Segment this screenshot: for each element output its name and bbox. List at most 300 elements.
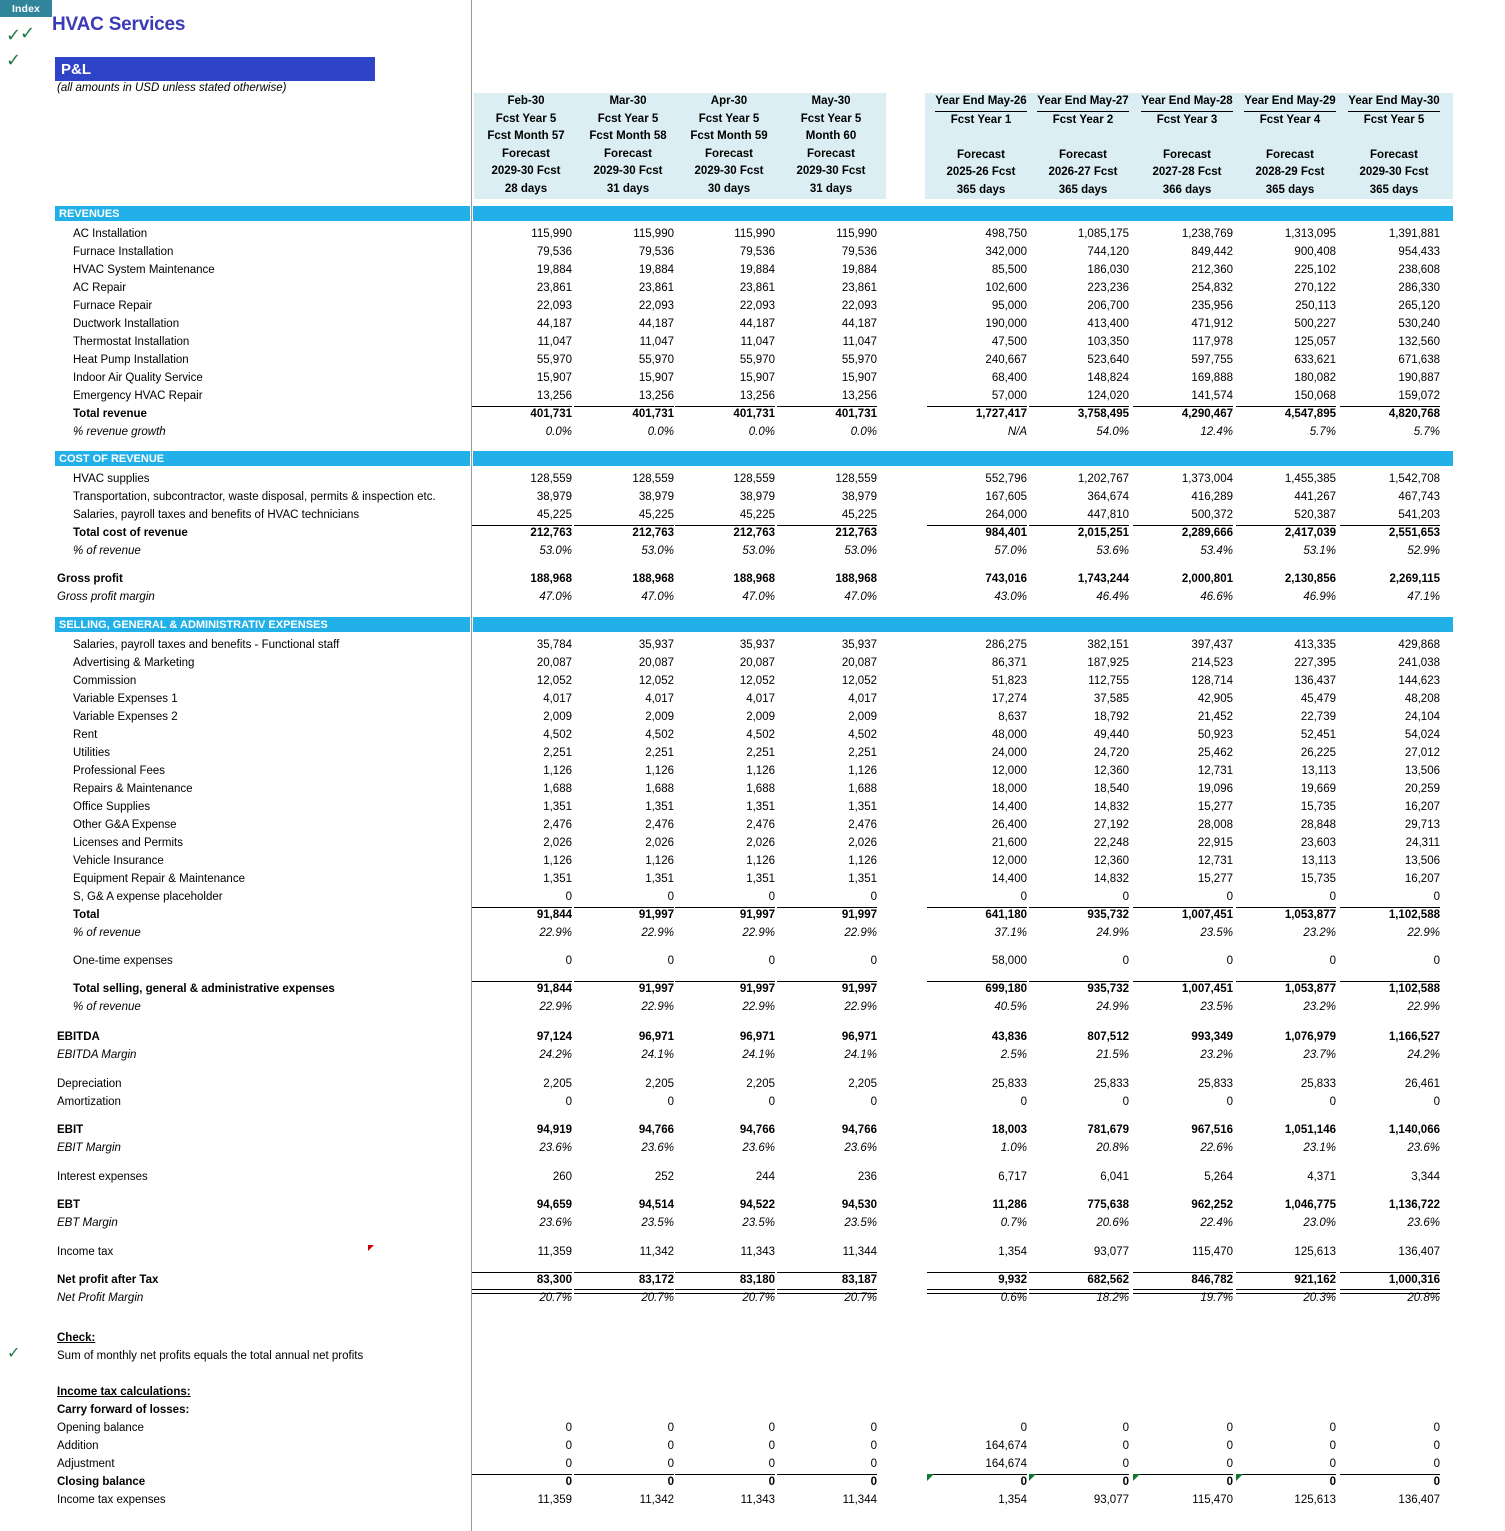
cell-revenue_growth-y5: 5.7% xyxy=(1413,426,1440,438)
cell-salaries_functional-m4: 35,937 xyxy=(841,639,877,651)
cell-licenses_permits-y4: 23,603 xyxy=(1300,837,1336,849)
cell-total_cost_of_revenue-m4: 212,763 xyxy=(835,527,877,539)
column-header xyxy=(474,93,578,199)
cell-adjustment-m4: 0 xyxy=(870,1458,877,1470)
column-header-month: Fcst Month 58 xyxy=(589,130,667,143)
cell-ebit_margin-y5: 23.6% xyxy=(1407,1142,1440,1154)
cell-ebt-y1: 11,286 xyxy=(992,1199,1027,1211)
cell-total_cost_of_revenue-y5: 2,551,653 xyxy=(1388,527,1440,539)
cell-variable_expenses_2-y2: 18,792 xyxy=(1093,711,1129,723)
cell-interest_expenses-m2: 252 xyxy=(654,1171,674,1183)
column-header-date xyxy=(1135,93,1239,112)
cell-cor_pct_of_revenue-m1: 53.0% xyxy=(539,545,572,557)
cell-professional_fees-m1: 1,126 xyxy=(543,765,572,777)
cell-income_tax-y3: 115,470 xyxy=(1192,1246,1233,1258)
row-label-salaries_technicians: Salaries, payroll taxes and benefits of HVAC technicians xyxy=(73,509,360,521)
cell-salaries_functional-y4: 413,335 xyxy=(1294,639,1336,651)
row-label-total_sga_pct: % of revenue xyxy=(73,1001,141,1013)
cell-revenue_growth-m3: 0.0% xyxy=(748,426,775,438)
row-label-ductwork_installation: Ductwork Installation xyxy=(73,318,180,330)
cell-office_supplies-y4: 15,735 xyxy=(1300,801,1336,813)
cell-interest_expenses-m1: 260 xyxy=(552,1171,572,1183)
cell-sga_placeholder-m2: 0 xyxy=(667,891,674,903)
table-row xyxy=(0,243,1505,261)
cell-ebit_margin-m2: 23.6% xyxy=(641,1142,674,1154)
cell-ebt_margin-m3: 23.5% xyxy=(742,1217,775,1229)
cell-ebt-y4: 1,046,775 xyxy=(1284,1199,1336,1211)
row-label-depreciation: Depreciation xyxy=(57,1078,122,1090)
cell-gross_profit_margin-y5: 47.1% xyxy=(1407,591,1440,603)
cell-indoor_air_quality_service-m4: 15,907 xyxy=(841,372,877,384)
cell-sga_placeholder-y3: 0 xyxy=(1226,891,1233,903)
cell-variable_expenses_1-y1: 17,274 xyxy=(991,693,1027,705)
section-header-bar-right xyxy=(473,451,1453,466)
cell-variable_expenses_1-m2: 4,017 xyxy=(645,693,674,705)
column-header-date: Apr-30 xyxy=(710,95,748,107)
cell-total_revenue-y2: 3,758,495 xyxy=(1077,408,1129,420)
cell-ductwork_installation-y2: 413,400 xyxy=(1087,318,1129,330)
cell-hvac_supplies-y2: 1,202,767 xyxy=(1077,473,1129,485)
cell-hvac_system_maintenance-m4: 19,884 xyxy=(841,264,877,276)
cell-furnace_installation-y1: 342,000 xyxy=(985,246,1027,258)
cell-income_tax_expenses-y3: 115,470 xyxy=(1192,1494,1233,1506)
table-row xyxy=(0,470,1505,488)
row-label-ac_installation: AC Installation xyxy=(73,228,148,240)
cell-furnace_repair-y3: 235,956 xyxy=(1191,300,1233,312)
cell-furnace_repair-m3: 22,093 xyxy=(739,300,775,312)
row-label-ebit: EBIT xyxy=(57,1124,84,1136)
cell-total_sga_pct-m1: 22.9% xyxy=(539,1001,572,1013)
cell-thermostat_installation-y3: 117,978 xyxy=(1192,336,1233,348)
cell-variable_expenses_1-y3: 42,905 xyxy=(1197,693,1233,705)
cell-hvac_supplies-y1: 552,796 xyxy=(985,473,1027,485)
cell-salaries_functional-m1: 35,784 xyxy=(536,639,572,651)
cell-opening_balance-m2: 0 xyxy=(667,1422,674,1434)
cell-amortization-m4: 0 xyxy=(870,1096,877,1108)
cell-transportation-m3: 38,979 xyxy=(739,491,775,503)
cell-net_profit_margin-m1: 20.7% xyxy=(539,1292,572,1304)
table-row xyxy=(0,834,1505,852)
cell-ebit_margin-y4: 23.1% xyxy=(1303,1142,1336,1154)
cell-ebt-m4: 94,530 xyxy=(841,1199,877,1211)
cell-variable_expenses_1-m3: 4,017 xyxy=(746,693,775,705)
cell-income_tax-y5: 136,407 xyxy=(1398,1246,1440,1258)
cell-income_tax-m3: 11,343 xyxy=(740,1246,775,1258)
cell-hvac_system_maintenance-y2: 186,030 xyxy=(1087,264,1129,276)
cell-depreciation-y3: 25,833 xyxy=(1197,1078,1233,1090)
cell-one_time_expenses-m1: 0 xyxy=(565,955,572,967)
cell-furnace_installation-y2: 744,120 xyxy=(1087,246,1129,258)
cell-cor_pct_of_revenue-y5: 52.9% xyxy=(1407,545,1440,557)
cell-amortization-m3: 0 xyxy=(768,1096,775,1108)
cell-ebitda-y2: 807,512 xyxy=(1087,1031,1129,1043)
cell-professional_fees-y1: 12,000 xyxy=(991,765,1027,777)
cell-ebt-y3: 962,252 xyxy=(1191,1199,1233,1211)
cell-gross_profit-m2: 188,968 xyxy=(632,573,674,585)
cell-ebit_margin-m3: 23.6% xyxy=(742,1142,775,1154)
cell-ebitda_margin-m3: 24.1% xyxy=(742,1049,775,1061)
cell-rent-m2: 4,502 xyxy=(645,729,674,741)
table-row xyxy=(0,1093,1505,1111)
column-header-date-text: Year End May-27 xyxy=(1037,93,1128,112)
cell-heat_pump_installation-m3: 55,970 xyxy=(739,354,775,366)
table-row xyxy=(0,906,1505,924)
cell-ebitda_margin-y1: 2.5% xyxy=(1000,1049,1027,1061)
table-row xyxy=(0,1028,1505,1046)
section-header-bar: SELLING, GENERAL & ADMINISTRATIV EXPENSES xyxy=(55,617,470,632)
cell-sga_placeholder-y5: 0 xyxy=(1433,891,1440,903)
row-label-total_cost_of_revenue: Total cost of revenue xyxy=(73,527,188,539)
cell-heat_pump_installation-y4: 633,621 xyxy=(1294,354,1336,366)
cell-opening_balance-y4: 0 xyxy=(1329,1422,1336,1434)
cell-variable_expenses_2-m1: 2,009 xyxy=(543,711,572,723)
table-row xyxy=(0,524,1505,542)
cell-salaries_technicians-y4: 520,387 xyxy=(1294,509,1336,521)
cell-net_profit_after_tax-y5: 1,000,316 xyxy=(1388,1274,1440,1286)
cell-other_ga_expense-m3: 2,476 xyxy=(746,819,775,831)
cell-sga_total-y3: 1,007,451 xyxy=(1181,909,1233,921)
cell-revenue_growth-y2: 54.0% xyxy=(1096,426,1129,438)
cell-ac_installation-y1: 498,750 xyxy=(985,228,1027,240)
column-header-basis: Forecast xyxy=(1163,148,1211,161)
column-header-date-text: Year End May-29 xyxy=(1244,93,1335,112)
cell-sga_total-y1: 641,180 xyxy=(985,909,1027,921)
cell-one_time_expenses-y2: 0 xyxy=(1122,955,1129,967)
cell-addition-m3: 0 xyxy=(768,1440,775,1452)
cell-ac_repair-m1: 23,861 xyxy=(536,282,572,294)
cell-net_profit_margin-m2: 20.7% xyxy=(641,1292,674,1304)
column-header-fcst: 2025-26 Fcst xyxy=(946,166,1016,179)
cell-ebitda-y4: 1,076,979 xyxy=(1284,1031,1336,1043)
cell-emergency_hvac_repair-y1: 57,000 xyxy=(991,390,1027,402)
cell-heat_pump_installation-m2: 55,970 xyxy=(638,354,674,366)
column-header-basis: Forecast xyxy=(502,147,550,160)
cell-furnace_repair-m4: 22,093 xyxy=(841,300,877,312)
column-header-days: 365 days xyxy=(956,183,1006,196)
cell-sga_pct_of_revenue-m3: 22.9% xyxy=(742,927,775,939)
cell-ebt_margin-m1: 23.6% xyxy=(539,1217,572,1229)
table-row xyxy=(0,1196,1505,1214)
cell-ac_repair-m3: 23,861 xyxy=(739,282,775,294)
cell-sga_total-m3: 91,997 xyxy=(739,909,775,921)
cell-utilities-m1: 2,251 xyxy=(543,747,572,759)
cell-transportation-y5: 467,743 xyxy=(1398,491,1440,503)
cell-other_ga_expense-m4: 2,476 xyxy=(848,819,877,831)
cell-ebit-m2: 94,766 xyxy=(638,1124,674,1136)
row-label-utilities: Utilities xyxy=(73,747,111,759)
cell-office_supplies-m1: 1,351 xyxy=(543,801,572,813)
cell-interest_expenses-y3: 5,264 xyxy=(1204,1171,1233,1183)
column-header-date-text: Year End May-30 xyxy=(1348,93,1439,112)
cell-commission-y4: 136,437 xyxy=(1294,675,1336,687)
cell-sga_pct_of_revenue-y5: 22.9% xyxy=(1407,927,1440,939)
cell-total_sga-y2: 935,732 xyxy=(1087,983,1129,995)
cell-ebit-y2: 781,679 xyxy=(1087,1124,1129,1136)
cell-opening_balance-m3: 0 xyxy=(768,1422,775,1434)
cell-equipment_repair-y5: 16,207 xyxy=(1404,873,1440,885)
cell-net_profit_margin-y1: 0.6% xyxy=(1000,1292,1027,1304)
cell-ac_repair-y2: 223,236 xyxy=(1087,282,1129,294)
check-mark-icon: ✓ xyxy=(6,25,22,46)
cell-ebt_margin-y3: 22.4% xyxy=(1200,1217,1233,1229)
row-label-advertising_marketing: Advertising & Marketing xyxy=(73,657,195,669)
cell-ductwork_installation-y4: 500,227 xyxy=(1294,318,1336,330)
column-header-month xyxy=(1342,129,1446,147)
cell-gross_profit_margin-y3: 46.6% xyxy=(1200,591,1233,603)
cell-total_cost_of_revenue-y3: 2,289,666 xyxy=(1181,527,1233,539)
cell-utilities-y4: 26,225 xyxy=(1300,747,1336,759)
row-label-gross_profit_margin: Gross profit margin xyxy=(57,591,155,603)
row-label-rent: Rent xyxy=(73,729,98,741)
table-row xyxy=(0,369,1505,387)
row-label-furnace_repair: Furnace Repair xyxy=(73,300,153,312)
cell-total_sga-m1: 91,844 xyxy=(536,983,572,995)
cell-vehicle_insurance-y3: 12,731 xyxy=(1197,855,1233,867)
cell-ac_installation-y4: 1,313,095 xyxy=(1284,228,1336,240)
table-row xyxy=(0,1437,1505,1455)
cell-ebitda_margin-m1: 24.2% xyxy=(539,1049,572,1061)
row-label-one_time_expenses: One-time expenses xyxy=(73,955,173,967)
row-label-variable_expenses_1: Variable Expenses 1 xyxy=(73,693,178,705)
column-header-days: 365 days xyxy=(1369,183,1419,196)
cell-licenses_permits-y2: 22,248 xyxy=(1093,837,1129,849)
cell-ebit_margin-m4: 23.6% xyxy=(844,1142,877,1154)
cell-depreciation-y1: 25,833 xyxy=(991,1078,1027,1090)
column-header-fcst: 2026-27 Fcst xyxy=(1048,166,1118,179)
cell-total_sga_pct-y5: 22.9% xyxy=(1407,1001,1440,1013)
cell-total_sga-y4: 1,053,877 xyxy=(1284,983,1336,995)
cell-ebt-m2: 94,514 xyxy=(638,1199,674,1211)
cell-sga_pct_of_revenue-m1: 22.9% xyxy=(539,927,572,939)
cell-addition-y4: 0 xyxy=(1329,1440,1336,1452)
cell-total_sga_pct-y3: 23.5% xyxy=(1200,1001,1233,1013)
cell-emergency_hvac_repair-m3: 13,256 xyxy=(739,390,775,402)
cell-ebitda-m1: 97,124 xyxy=(536,1031,572,1043)
cell-professional_fees-y5: 13,506 xyxy=(1404,765,1440,777)
cell-ebitda-y1: 43,836 xyxy=(991,1031,1027,1043)
row-label-equipment_repair: Equipment Repair & Maintenance xyxy=(73,873,245,885)
cell-other_ga_expense-y3: 28,008 xyxy=(1197,819,1233,831)
cell-advertising_marketing-y5: 241,038 xyxy=(1398,657,1440,669)
cell-transportation-y3: 416,289 xyxy=(1191,491,1233,503)
cell-emergency_hvac_repair-m1: 13,256 xyxy=(536,390,572,402)
cell-ebit_margin-y2: 20.8% xyxy=(1096,1142,1129,1154)
cell-other_ga_expense-y4: 28,848 xyxy=(1300,819,1336,831)
column-header xyxy=(779,93,883,199)
column-header-year: Fcst Year 2 xyxy=(1052,113,1114,126)
cell-professional_fees-m4: 1,126 xyxy=(848,765,877,777)
index-button[interactable]: Index xyxy=(0,0,52,17)
cell-one_time_expenses-m3: 0 xyxy=(768,955,775,967)
cell-total_sga-m4: 91,997 xyxy=(841,983,877,995)
table-row xyxy=(0,225,1505,243)
table-row xyxy=(0,744,1505,762)
check-mark-icon: ✓ xyxy=(7,1343,21,1362)
cell-amortization-y3: 0 xyxy=(1226,1096,1233,1108)
cell-total_sga_pct-y4: 23.2% xyxy=(1303,1001,1336,1013)
table-row xyxy=(0,998,1505,1016)
cell-depreciation-y5: 26,461 xyxy=(1404,1078,1440,1090)
cell-vehicle_insurance-y4: 13,113 xyxy=(1301,855,1336,867)
row-label-sga_placeholder: S, G& A expense placeholder xyxy=(73,891,223,903)
cell-vehicle_insurance-y2: 12,360 xyxy=(1093,855,1129,867)
cell-repairs_maintenance-y3: 19,096 xyxy=(1197,783,1233,795)
cell-transportation-m1: 38,979 xyxy=(536,491,572,503)
cell-depreciation-m1: 2,205 xyxy=(543,1078,572,1090)
cell-other_ga_expense-m1: 2,476 xyxy=(543,819,572,831)
column-header-month: Fcst Month 57 xyxy=(487,130,565,143)
table-row xyxy=(0,654,1505,672)
cell-sga_placeholder-y2: 0 xyxy=(1122,891,1129,903)
table-row xyxy=(0,297,1505,315)
cell-salaries_technicians-y3: 500,372 xyxy=(1191,509,1233,521)
cell-heat_pump_installation-y3: 597,755 xyxy=(1191,354,1233,366)
cell-variable_expenses_2-m3: 2,009 xyxy=(746,711,775,723)
section-header-bar-right xyxy=(473,617,1453,632)
cell-total_sga-y3: 1,007,451 xyxy=(1181,983,1233,995)
cell-variable_expenses_2-m4: 2,009 xyxy=(848,711,877,723)
cell-total_revenue-m3: 401,731 xyxy=(733,408,775,420)
cell-vehicle_insurance-y5: 13,506 xyxy=(1404,855,1440,867)
check-mark-icon: ✓ xyxy=(6,50,22,71)
row-label-variable_expenses_2: Variable Expenses 2 xyxy=(73,711,178,723)
cell-utilities-m4: 2,251 xyxy=(848,747,877,759)
cell-thermostat_installation-m1: 11,047 xyxy=(537,336,572,348)
cell-adjustment-m2: 0 xyxy=(667,1458,674,1470)
cell-revenue_growth-m1: 0.0% xyxy=(545,426,572,438)
cell-office_supplies-y3: 15,277 xyxy=(1197,801,1233,813)
cell-total_revenue-m1: 401,731 xyxy=(530,408,572,420)
row-label-addition: Addition xyxy=(57,1440,99,1452)
table-row xyxy=(0,1491,1505,1509)
cell-indoor_air_quality_service-m2: 15,907 xyxy=(638,372,674,384)
cell-indoor_air_quality_service-m3: 15,907 xyxy=(739,372,775,384)
cell-sga_pct_of_revenue-y4: 23.2% xyxy=(1303,927,1336,939)
cell-revenue_growth-y1: N/A xyxy=(1007,426,1027,438)
row-label-net_profit_after_tax: Net profit after Tax xyxy=(57,1274,159,1286)
cell-rent-m1: 4,502 xyxy=(543,729,572,741)
row-label-sga_pct_of_revenue: % of revenue xyxy=(73,927,141,939)
cell-cor_pct_of_revenue-y3: 53.4% xyxy=(1200,545,1233,557)
cell-income_tax_expenses-m1: 11,359 xyxy=(537,1494,572,1506)
cell-rent-y4: 52,451 xyxy=(1300,729,1336,741)
cell-interest_expenses-y1: 6,717 xyxy=(998,1171,1027,1183)
cell-salaries_technicians-m4: 45,225 xyxy=(841,509,877,521)
column-header-fcst: 2029-30 Fcst xyxy=(694,165,764,178)
row-label-adjustment: Adjustment xyxy=(57,1458,115,1470)
row-label-hvac_supplies: HVAC supplies xyxy=(73,473,150,485)
cell-licenses_permits-m4: 2,026 xyxy=(848,837,877,849)
cell-interest_expenses-y4: 4,371 xyxy=(1307,1171,1336,1183)
table-row xyxy=(0,870,1505,888)
cell-salaries_technicians-m2: 45,225 xyxy=(638,509,674,521)
cell-income_tax-y4: 125,613 xyxy=(1294,1246,1336,1258)
cell-salaries_functional-y3: 397,437 xyxy=(1191,639,1233,651)
cell-furnace_installation-y3: 849,442 xyxy=(1191,246,1233,258)
cell-equipment_repair-y1: 14,400 xyxy=(991,873,1027,885)
cell-revenue_growth-m2: 0.0% xyxy=(647,426,674,438)
cell-repairs_maintenance-m3: 1,688 xyxy=(746,783,775,795)
cell-comment-marker-green xyxy=(1029,1474,1036,1481)
cell-hvac_system_maintenance-m2: 19,884 xyxy=(638,264,674,276)
column-header-basis: Forecast xyxy=(1370,148,1418,161)
cell-total_sga_pct-m4: 22.9% xyxy=(844,1001,877,1013)
cell-revenue_growth-y3: 12.4% xyxy=(1200,426,1233,438)
column-header-month xyxy=(1031,129,1135,147)
cell-depreciation-y4: 25,833 xyxy=(1300,1078,1336,1090)
table-row xyxy=(0,423,1505,441)
column-header-date: May-30 xyxy=(811,95,851,107)
column-header-date: Mar-30 xyxy=(609,95,647,107)
column-header-date xyxy=(1342,93,1446,112)
cell-one_time_expenses-y4: 0 xyxy=(1329,955,1336,967)
table-row xyxy=(0,1121,1505,1139)
cell-indoor_air_quality_service-m1: 15,907 xyxy=(536,372,572,384)
cell-ebit_margin-y1: 1.0% xyxy=(1000,1142,1027,1154)
cell-furnace_installation-m3: 79,536 xyxy=(739,246,775,258)
cell-ebitda-y3: 993,349 xyxy=(1191,1031,1233,1043)
cell-one_time_expenses-y5: 0 xyxy=(1433,955,1440,967)
table-row xyxy=(0,506,1505,524)
column-header-year: Fcst Year 5 xyxy=(698,112,760,125)
table-row xyxy=(0,1243,1505,1261)
table-row xyxy=(0,852,1505,870)
row-label-total_revenue: Total revenue xyxy=(73,408,147,420)
cell-equipment_repair-y4: 15,735 xyxy=(1300,873,1336,885)
cell-vehicle_insurance-m4: 1,126 xyxy=(848,855,877,867)
cell-total_revenue-y5: 4,820,768 xyxy=(1388,408,1440,420)
cell-salaries_technicians-y5: 541,203 xyxy=(1398,509,1440,521)
cell-opening_balance-m4: 0 xyxy=(870,1422,877,1434)
cell-income_tax_expenses-m4: 11,344 xyxy=(842,1494,877,1506)
cell-ac_installation-m3: 115,990 xyxy=(734,228,775,240)
cell-emergency_hvac_repair-m2: 13,256 xyxy=(638,390,674,402)
table-row xyxy=(0,1046,1505,1064)
cell-salaries_functional-m2: 35,937 xyxy=(638,639,674,651)
cell-indoor_air_quality_service-y2: 148,824 xyxy=(1087,372,1129,384)
table-row xyxy=(0,1168,1505,1186)
cell-net_profit_after_tax-m3: 83,180 xyxy=(739,1274,775,1286)
cell-sga_total-y4: 1,053,877 xyxy=(1284,909,1336,921)
cell-rent-m3: 4,502 xyxy=(746,729,775,741)
cell-depreciation-m3: 2,205 xyxy=(746,1078,775,1090)
cell-total_revenue-y4: 4,547,895 xyxy=(1284,408,1336,420)
column-header-basis: Forecast xyxy=(1266,148,1314,161)
row-label-net_profit_margin: Net Profit Margin xyxy=(57,1292,144,1304)
column-header-days: 365 days xyxy=(1265,183,1315,196)
column-header-year: Fcst Year 5 xyxy=(800,112,862,125)
cell-depreciation-m4: 2,205 xyxy=(848,1078,877,1090)
column-header xyxy=(576,93,680,199)
cell-licenses_permits-y3: 22,915 xyxy=(1197,837,1233,849)
cell-furnace_installation-m2: 79,536 xyxy=(638,246,674,258)
cell-furnace_repair-m2: 22,093 xyxy=(638,300,674,312)
cell-commission-y5: 144,623 xyxy=(1398,675,1440,687)
cell-gross_profit-m1: 188,968 xyxy=(530,573,572,585)
column-header xyxy=(1238,93,1342,200)
cell-variable_expenses_1-m4: 4,017 xyxy=(848,693,877,705)
column-header-fcst: 2029-30 Fcst xyxy=(491,165,561,178)
column-header-year: Fcst Year 5 xyxy=(1363,113,1425,126)
cell-vehicle_insurance-m1: 1,126 xyxy=(543,855,572,867)
cell-adjustment-y3: 0 xyxy=(1226,1458,1233,1470)
cell-gross_profit-y1: 743,016 xyxy=(985,573,1027,585)
row-label-ebt: EBT xyxy=(57,1199,80,1211)
cell-total_sga_pct-m3: 22.9% xyxy=(742,1001,775,1013)
cell-ductwork_installation-y1: 190,000 xyxy=(985,318,1027,330)
cell-amortization-y1: 0 xyxy=(1020,1096,1027,1108)
cell-gross_profit_margin-y2: 46.4% xyxy=(1096,591,1129,603)
